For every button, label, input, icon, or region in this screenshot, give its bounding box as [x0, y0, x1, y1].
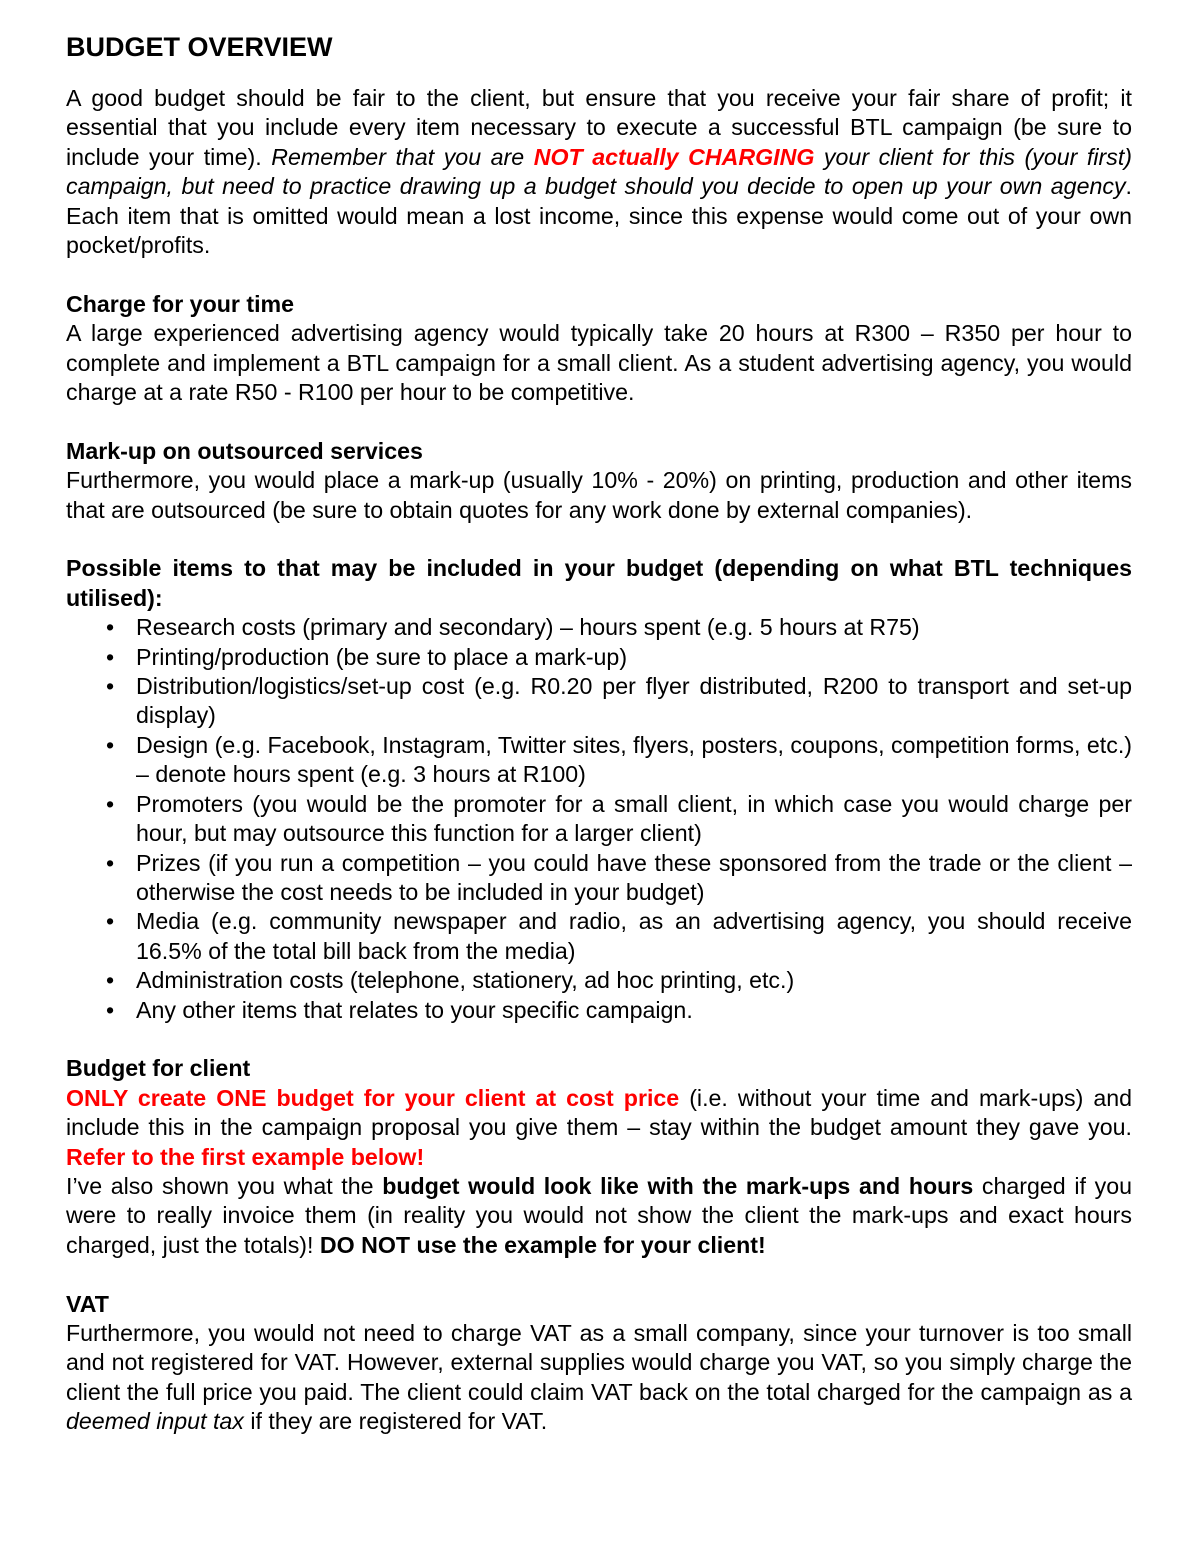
bullet-icon: •: [105, 908, 115, 935]
section-vat: [66, 1290, 1132, 1437]
list-item-text: Prizes (if you run a competition – you could have these sponsored from the trade or the client – otherwise the cost needs to be included in your budget): [136, 849, 1132, 905]
section-heading-markup: Mark-up on outsourced services: [66, 437, 423, 464]
list-item-text: Printing/production (be sure to place a mark-up): [136, 643, 628, 670]
intro-text-1: A good budget should be fair to the client, but ensure that you receive your fair share of profit; it essential that you include every item necessary to execute a successful BTL campaign (be sure to include your time).: [66, 85, 1132, 170]
list-item: [105, 672, 1132, 731]
list-item-text: Research costs (primary and secondary) – hours spent (e.g. 5 hours at R75): [136, 614, 920, 641]
list-item-text: Administration costs (telephone, stationery, ad hoc printing, etc.): [136, 967, 795, 994]
vat-italic: deemed input tax: [66, 1408, 244, 1435]
client-text-1: (i.e. without your time and mark-ups) and include this in the campaign proposal you give them – stay within the budget amount they gave you.: [66, 1084, 1133, 1141]
section-time: [66, 290, 1132, 408]
items-list: [66, 613, 1132, 1025]
list-item: [105, 966, 1132, 995]
bullet-icon: •: [105, 967, 115, 994]
intro-text-2: . Each item that is omitted would mean a lost income, since this expense would come out of your own pocket/profits.: [66, 173, 1132, 259]
client-red-2: Refer to the first example below!: [66, 1143, 425, 1170]
client-bold-1: budget would look like with the mark-ups and hours: [382, 1172, 974, 1199]
vat-paragraph: [66, 1319, 1132, 1437]
list-item-text: Design (e.g. Facebook, Instagram, Twitter sites, flyers, posters, coupons, competition forms, etc.) – denote hours spent (e.g. 3 hours at R100): [136, 731, 1132, 788]
client-paragraph-2: [66, 1172, 1132, 1260]
intro-italic-1: Remember that you are: [271, 143, 534, 170]
list-item: [105, 996, 1132, 1025]
client-red-1: ONLY create ONE budget for your client at cost price: [66, 1084, 680, 1111]
bullet-icon: •: [105, 790, 115, 817]
list-item: [105, 790, 1132, 849]
vat-text-2: if they are registered for VAT.: [243, 1408, 548, 1435]
intro-paragraph: [66, 84, 1132, 260]
vat-text-1: Furthermore, you would not need to charge VAT as a small company, since your turnover is too small and not registered for VAT. However, external supplies would charge you VAT, so you simply charge the client the full price you paid. The client could claim VAT back on the total charged for the campaign as a: [66, 1319, 1132, 1405]
bullet-icon: •: [105, 673, 115, 700]
section-body-time: A large experienced advertising agency would typically take 20 hours at R300 – R350 per hour to complete and implement a BTL campaign for a small client. As a student advertising agency, you would charge at a rate R50 - R100 per hour to be competitive.: [66, 320, 1132, 406]
document-page: [66, 28, 1132, 1437]
section-heading-client: Budget for client: [66, 1055, 251, 1082]
bullet-icon: •: [105, 849, 115, 876]
intro-italic-2: your client for this (your first) campaign, but need to practice drawing up a budget should you decide to open up your own agency: [66, 143, 1132, 200]
section-heading-time: Charge for your time: [66, 290, 295, 317]
list-item-text: Media (e.g. community newspaper and radio, as an advertising agency, you should receive 16.5% of the total bill back from the media): [136, 908, 1132, 964]
section-client: [66, 1054, 1132, 1260]
list-item: [105, 731, 1132, 790]
section-items: [66, 554, 1132, 1025]
intro-italic-red: NOT actually CHARGING: [533, 143, 815, 170]
section-heading-vat: VAT: [66, 1290, 109, 1317]
bullet-icon: •: [105, 643, 115, 670]
list-item: [105, 849, 1132, 908]
list-item: [105, 643, 1132, 672]
list-item: [105, 907, 1132, 966]
client-paragraph-1: [66, 1084, 1132, 1172]
bullet-icon: •: [105, 996, 115, 1023]
page-title: BUDGET OVERVIEW: [66, 32, 333, 62]
list-item: [105, 613, 1132, 642]
items-lead: Possible items to that may be included in your budget (depending on what BTL techniques utilised):: [66, 555, 1132, 611]
list-item-text: Promoters (you would be the promoter for a small client, in which case you would charge per hour, but may outsource this function for a larger client): [136, 790, 1132, 847]
section-body-markup: Furthermore, you would place a mark-up (usually 10% - 20%) on printing, production and other items that are outsourced (be sure to obtain quotes for any work done by external companies).: [66, 467, 1132, 523]
list-item-text: Any other items that relates to your specific campaign.: [136, 996, 693, 1023]
bullet-icon: •: [105, 614, 115, 641]
client-text-3: charged if you were to really invoice them (in reality you would not show the client the mark-ups and exact hours charged, just the totals)!: [66, 1172, 1133, 1258]
section-markup: [66, 437, 1132, 525]
bullet-icon: •: [105, 731, 115, 758]
list-item-text: Distribution/logistics/set-up cost (e.g. R0.20 per flyer distributed, R200 to transport and set-up display): [136, 673, 1132, 729]
client-text-2: I’ve also shown you what the: [66, 1172, 383, 1199]
client-bold-2: DO NOT use the example for your client!: [319, 1231, 766, 1258]
